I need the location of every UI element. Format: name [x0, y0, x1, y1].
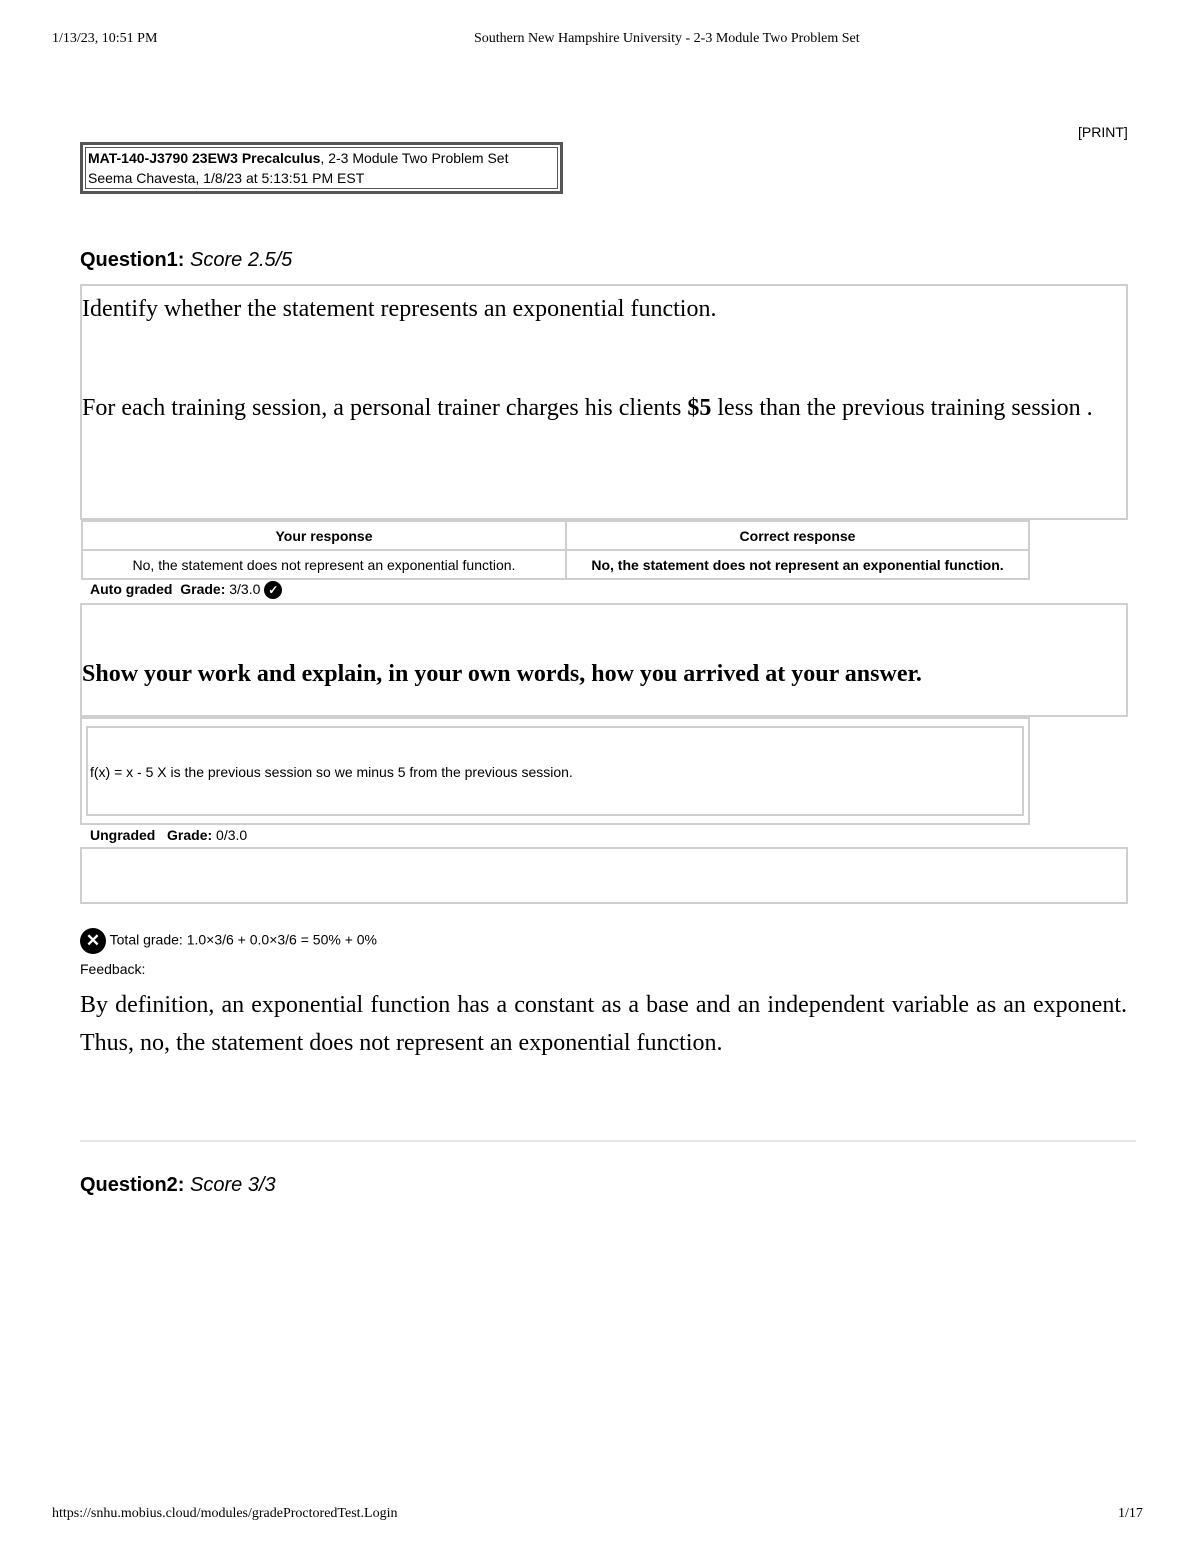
show-work-prompt: Show your work and explain, in your own words, how you arrived at your answer.: [82, 661, 922, 687]
feedback-label: Feedback:: [80, 961, 146, 977]
work-answer-text: f(x) = x - 5 X is the previous session so we minus 5 from the previous session.: [90, 764, 573, 780]
question1-statement: [82, 390, 1126, 427]
question1-prompt-panel: [80, 284, 1128, 520]
ungraded-line: [90, 827, 247, 843]
course-info-inner: [85, 147, 558, 189]
ungraded-label: Ungraded: [90, 827, 156, 843]
assignment-name: , 2-3 Module Two Problem Set: [320, 150, 509, 166]
your-response-cell: No, the statement does not represent an exponential function.: [82, 550, 566, 579]
show-work-panel: [80, 603, 1128, 717]
response-table: [81, 520, 1030, 580]
print-url: https://snhu.mobius.cloud/modules/gradeProctoredTest.Login: [52, 1506, 398, 1521]
course-name: MAT-140-J3790 23EW3 Precalculus: [88, 150, 321, 166]
page-number: 1/17: [1118, 1506, 1143, 1521]
question1-score: Score 2.5/5: [190, 249, 293, 271]
student-line: Seema Chavesta, 1/8/23 at 5:13:51 PM EST: [88, 170, 365, 186]
work-answer-box: [86, 726, 1024, 816]
question1-prompt: Identify whether the statement represents an exponential function.: [82, 296, 717, 322]
statement-amount: $5: [687, 395, 712, 421]
total-grade-text: Total grade: 1.0×3/6 + 0.0×3/6 = 50% + 0%: [109, 931, 378, 948]
feedback-text: By definition, an exponential function has a constant as a base and an independent variable as an exponent. Thus, no, the statement does not represent an exponential function.: [80, 992, 1127, 1056]
statement-post: less than the previous training session .: [717, 395, 1093, 421]
print-title: Southern New Hampshire University - 2-3 Module Two Problem Set: [474, 31, 860, 46]
work-answer-outer: [80, 717, 1030, 825]
statement-pre: For each training session, a personal trainer charges his clients: [82, 395, 682, 421]
auto-grade-value: 3/3.0: [229, 581, 261, 597]
table-row: [82, 550, 1029, 579]
question2-label: Question2:: [80, 1174, 185, 1196]
empty-panel: [80, 847, 1128, 904]
auto-graded-label: Auto graded: [90, 581, 173, 597]
course-info-box: [80, 142, 563, 194]
print-link[interactable]: [PRINT]: [1078, 124, 1128, 140]
question1-label: Question1:: [80, 249, 185, 271]
x-circle-icon: ✕: [80, 928, 106, 954]
print-datetime: 1/13/23, 10:51 PM: [52, 31, 158, 46]
total-grade-line: [80, 928, 377, 954]
question2-title: [80, 1174, 276, 1197]
question-divider: [80, 1140, 1136, 1142]
auto-graded-line: [90, 581, 282, 599]
correct-response-cell: No, the statement does not represent an exponential function.: [566, 550, 1029, 579]
check-circle-icon: ✓: [264, 581, 282, 599]
grade-label: Grade:: [180, 581, 226, 597]
course-line: [88, 148, 555, 168]
ungraded-value: 0/3.0: [216, 827, 248, 843]
question1-title: [80, 249, 292, 272]
table-header-row: [82, 521, 1029, 550]
correct-response-header: Correct response: [566, 521, 1029, 550]
ungraded-grade-label: Grade:: [167, 827, 213, 843]
your-response-header: Your response: [82, 521, 566, 550]
question2-score: Score 3/3: [190, 1174, 276, 1196]
